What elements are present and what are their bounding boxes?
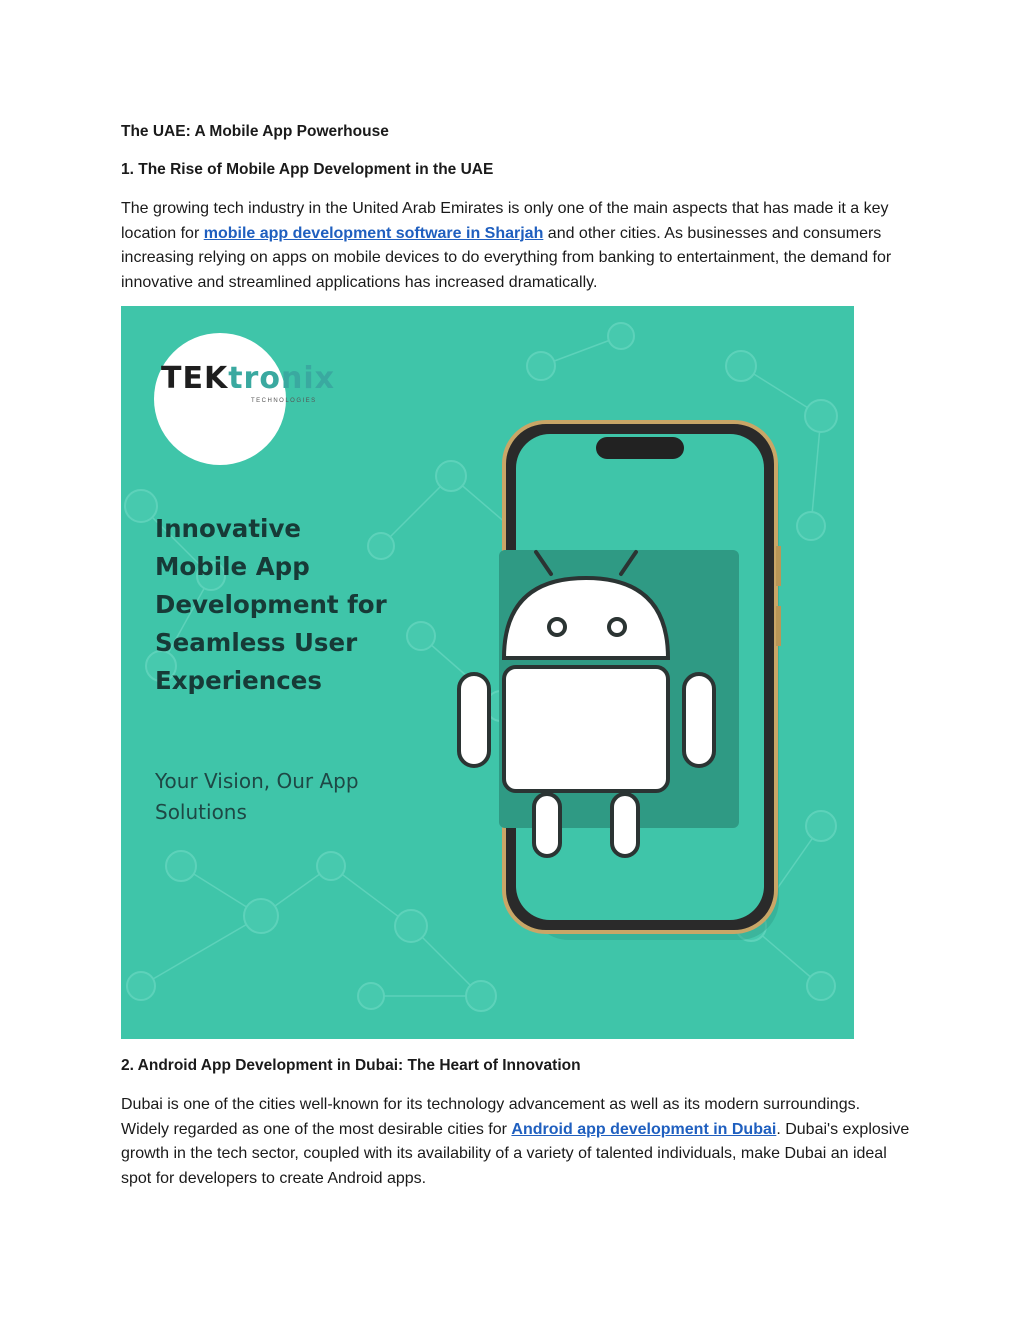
logo-part-b: tronix	[228, 361, 335, 396]
android-right-eye	[609, 619, 625, 635]
section-1-paragraph	[121, 197, 911, 295]
banner-headline: Innovative Mobile App Development for Seamless User Experiences	[155, 514, 387, 695]
document-title: The UAE: A Mobile App Powerhouse	[121, 123, 389, 140]
section-2-text-after: . Dubai's explosive growth in the tech sector, coupled with its availability of a variety of talented individuals, make Dubai an ideal spot for developers to create Android apps.	[121, 1120, 910, 1187]
logo-subtitle: TECHNOLOGIES	[251, 398, 317, 404]
sharjah-link[interactable]: mobile app development software in Sharjah	[203, 224, 544, 242]
section-1-text-before: The growing tech industry in the United Arab Emirates is only one of the main aspects that has made it a key location for	[121, 200, 889, 242]
logo-part-a: TEK	[161, 361, 229, 396]
banner-tagline: Your Vision, Our App Solutions	[155, 769, 359, 824]
promo-banner-image	[121, 306, 854, 1039]
section-2-text-before: Dubai is one of the cities well-known for its technology advancement as well as its modern surroundings. Widely regarded as one of the most desirable cities for	[121, 1096, 861, 1138]
phone-notch	[596, 437, 684, 459]
section-1-text-after: and other cities. As businesses and consumers increasing relying on apps on mobile devices to do everything from banking to entertainment, the demand for innovative and streamlined applications has increased dramatically.	[121, 224, 892, 291]
phone-illustration	[121, 306, 854, 1039]
section-1-heading: 1. The Rise of Mobile App Development in the UAE	[121, 161, 494, 178]
section-2-paragraph	[121, 1093, 911, 1191]
android-left-eye	[549, 619, 565, 635]
section-2-heading: 2. Android App Development in Dubai: The Heart of Innovation	[121, 1057, 581, 1074]
dubai-android-link[interactable]: Android app development in Dubai	[511, 1120, 777, 1138]
